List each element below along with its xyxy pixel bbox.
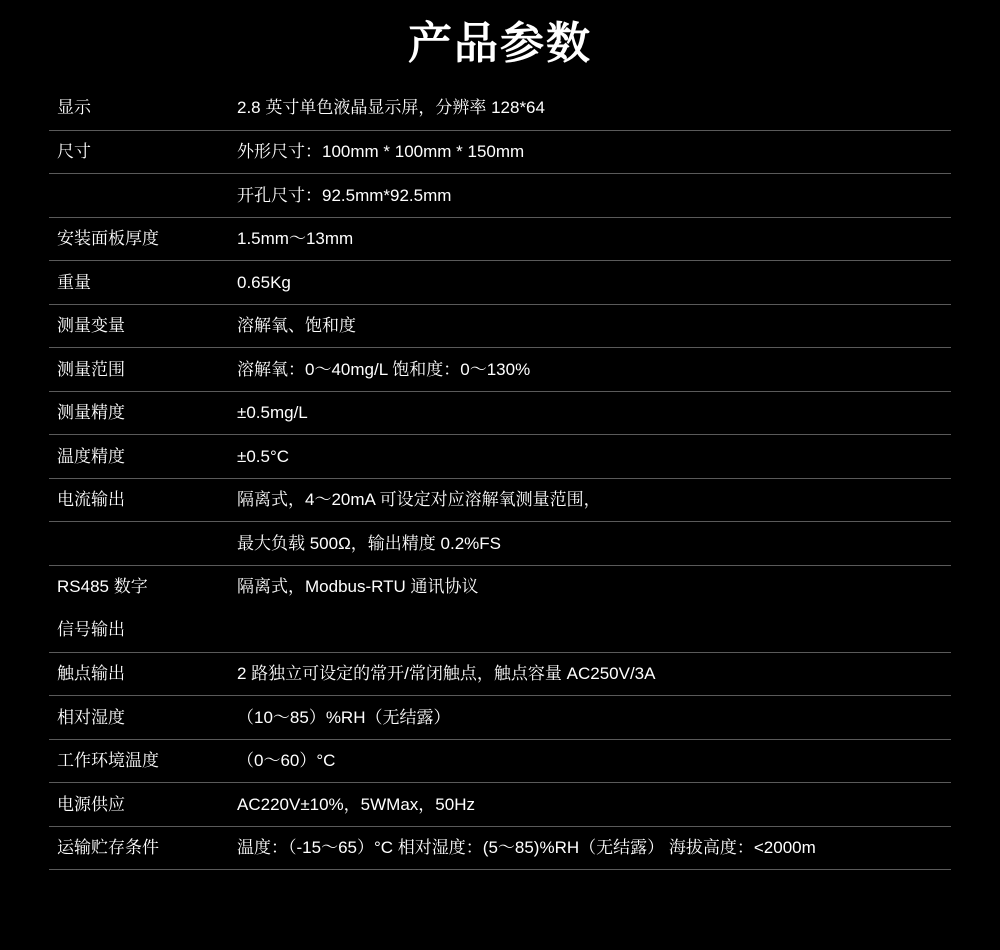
spec-value: ±0.5mg/L <box>229 391 951 435</box>
table-row <box>49 261 951 305</box>
table-row <box>49 696 951 740</box>
spec-value: AC220V±10%，5WMax，50Hz <box>229 783 951 827</box>
spec-label: 相对湿度 <box>49 696 229 740</box>
table-row <box>49 522 951 566</box>
table-row <box>49 739 951 783</box>
spec-label: 工作环境温度 <box>49 739 229 783</box>
table-row <box>49 304 951 348</box>
spec-value: 温度：（-15～65）°C 相对湿度：(5～85)%RH（无结露） 海拔高度：<2000m <box>229 826 951 870</box>
table-row <box>49 826 951 870</box>
page-title: 产品参数 <box>408 19 592 68</box>
spec-label: 运输贮存条件 <box>49 826 229 870</box>
spec-value: 隔离式，Modbus-RTU 通讯协议 <box>237 577 479 597</box>
spec-label: 电源供应 <box>49 783 229 827</box>
specifications-table-body <box>49 87 951 870</box>
spec-value: （10～85）%RH（无结露） <box>229 696 951 740</box>
table-row <box>49 435 951 479</box>
spec-value: 开孔尺寸：92.5mm*92.5mm <box>229 174 951 218</box>
table-row <box>49 783 951 827</box>
spec-value: ±0.5°C <box>229 435 951 479</box>
spec-label: 测量精度 <box>49 391 229 435</box>
table-row <box>49 652 951 696</box>
spec-label: 显示 <box>49 87 229 131</box>
spec-label: 触点输出 <box>49 652 229 696</box>
table-row <box>49 87 951 131</box>
table-row <box>49 130 951 174</box>
spec-label: RS485 数字 <box>57 577 148 597</box>
spec-label: 测量范围 <box>49 348 229 392</box>
spec-label: 尺寸 <box>49 130 229 174</box>
table-row <box>49 478 951 522</box>
table-row <box>49 217 951 261</box>
spec-value: 溶解氧：0～40mg/L 饱和度：0～130% <box>229 348 951 392</box>
spec-value: 0.65Kg <box>229 261 951 305</box>
spec-value: （0～60）°C <box>229 739 951 783</box>
spec-label: 电流输出 <box>49 478 229 522</box>
spec-value: 1.5mm～13mm <box>229 217 951 261</box>
spec-label: 信号输出 <box>49 609 229 653</box>
spec-label: 测量变量 <box>49 304 229 348</box>
spec-label: 安装面板厚度 <box>49 217 229 261</box>
table-row <box>49 609 951 653</box>
table-row <box>49 391 951 435</box>
specifications-table <box>49 87 951 871</box>
spec-label <box>49 174 229 218</box>
table-row <box>49 174 951 218</box>
table-row <box>49 565 951 609</box>
spec-value: 外形尺寸：100mm * 100mm * 150mm <box>229 130 951 174</box>
spec-value: 最大负载 500Ω，输出精度 0.2%FS <box>229 522 951 566</box>
spec-value <box>229 609 951 653</box>
table-row <box>49 348 951 392</box>
spec-label: 温度精度 <box>49 435 229 479</box>
spec-label: 重量 <box>49 261 229 305</box>
spec-value: 隔离式，4～20mA 可设定对应溶解氧测量范围， <box>229 478 951 522</box>
spec-value: 2 路独立可设定的常开/常闭触点，触点容量 AC250V/3A <box>229 652 951 696</box>
spec-value: 溶解氧、饱和度 <box>229 304 951 348</box>
spec-label <box>49 522 229 566</box>
spec-value: 2.8 英寸单色液晶显示屏，分辨率 128*64 <box>229 87 951 131</box>
